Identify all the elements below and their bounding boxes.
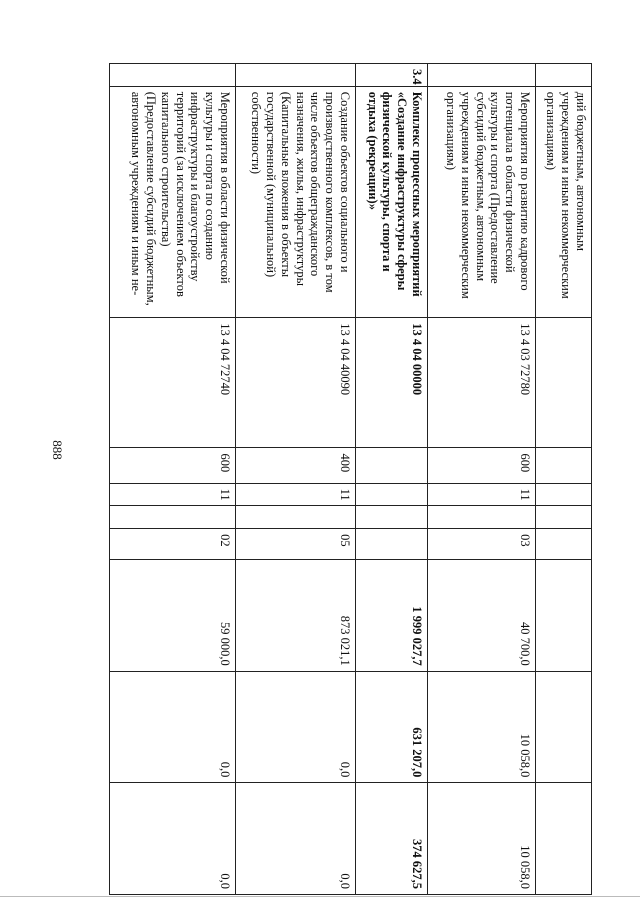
- row-name: Мероприятия в области физической культуры и спорта по созданию инфраструктуры и благоустройству территорий (за исключением объектов капитального строительства) (Предоставление субсидий бюджетным, автономным учреждениям и иным не-: [110, 86, 236, 318]
- row-name: Мероприятия по развитию кадрового потенциала в области физической культуры и спорта (Предоставление субсидий бюджетным, автономным учреждениям и иным некоммерческим организациям): [428, 86, 536, 318]
- row-code: 13 4 04 72740: [110, 318, 236, 448]
- row-number: [428, 64, 536, 87]
- page-bottom-edge: [0, 896, 640, 897]
- row-value-3: 10 058,0: [428, 783, 536, 895]
- row-value-2: [536, 671, 592, 783]
- row-vr: 600: [110, 448, 236, 483]
- row-empty: [110, 506, 236, 529]
- table-row: [110, 64, 236, 895]
- row-code: 13 4 04 40090: [236, 318, 356, 448]
- row-code: 13 4 03 72780: [428, 318, 536, 448]
- row-number: [536, 64, 592, 87]
- row-value-1: [536, 560, 592, 672]
- row-empty: [536, 506, 592, 529]
- row-value-2: 10 058,0: [428, 671, 536, 783]
- row-value-3: 0,0: [236, 783, 356, 895]
- row-value-3: 0,0: [110, 783, 236, 895]
- table-row: [236, 64, 356, 895]
- row-code: [536, 318, 592, 448]
- row-name: Комплекс процессных мероприятий «Создание инфраструктуры сферы физической культуры, спорта и отдыха (рекреации)»: [356, 86, 428, 318]
- row-pr: [356, 529, 428, 560]
- row-name: Создание объектов социального и производственного комплексов, в том числе объектов общегражданского назначения, жилья, инфраструктуры (Капитальные вложения в объекты государственной (муниципальной) собственности): [236, 86, 356, 318]
- row-rz: [536, 483, 592, 506]
- row-rz: 11: [110, 483, 236, 506]
- page-number: 888: [50, 440, 65, 460]
- row-empty: [428, 506, 536, 529]
- table-row: [428, 64, 536, 895]
- row-value-3: 374 627,5: [356, 783, 428, 895]
- row-value-3: [536, 783, 592, 895]
- table-row: [536, 64, 592, 895]
- row-empty: [236, 506, 356, 529]
- row-vr: 400: [236, 448, 356, 483]
- row-pr: 03: [428, 529, 536, 560]
- row-value-1: 1 999 027,7: [356, 560, 428, 672]
- row-value-1: 873 021,1: [236, 560, 356, 672]
- row-rz: 11: [428, 483, 536, 506]
- row-code: 13 4 04 00000: [356, 318, 428, 448]
- row-number: [110, 64, 236, 87]
- row-value-2: 0,0: [110, 671, 236, 783]
- table-row-section: [356, 64, 428, 895]
- row-name: дий бюджетным, автономным учреждениям и иным некоммерческим организациям): [536, 86, 592, 318]
- row-value-1: 59 000,0: [110, 560, 236, 672]
- row-value-2: 631 207,0: [356, 671, 428, 783]
- row-vr: [536, 448, 592, 483]
- row-value-2: 0,0: [236, 671, 356, 783]
- row-vr: [356, 448, 428, 483]
- budget-table-rotated: [110, 63, 592, 895]
- row-pr: 05: [236, 529, 356, 560]
- row-empty: [356, 506, 428, 529]
- row-number: [236, 64, 356, 87]
- row-pr: [536, 529, 592, 560]
- row-number: 3.4: [356, 64, 428, 87]
- row-vr: 600: [428, 448, 536, 483]
- row-rz: [356, 483, 428, 506]
- row-value-1: 40 700,0: [428, 560, 536, 672]
- budget-table: [109, 63, 592, 895]
- row-pr: 02: [110, 529, 236, 560]
- row-rz: 11: [236, 483, 356, 506]
